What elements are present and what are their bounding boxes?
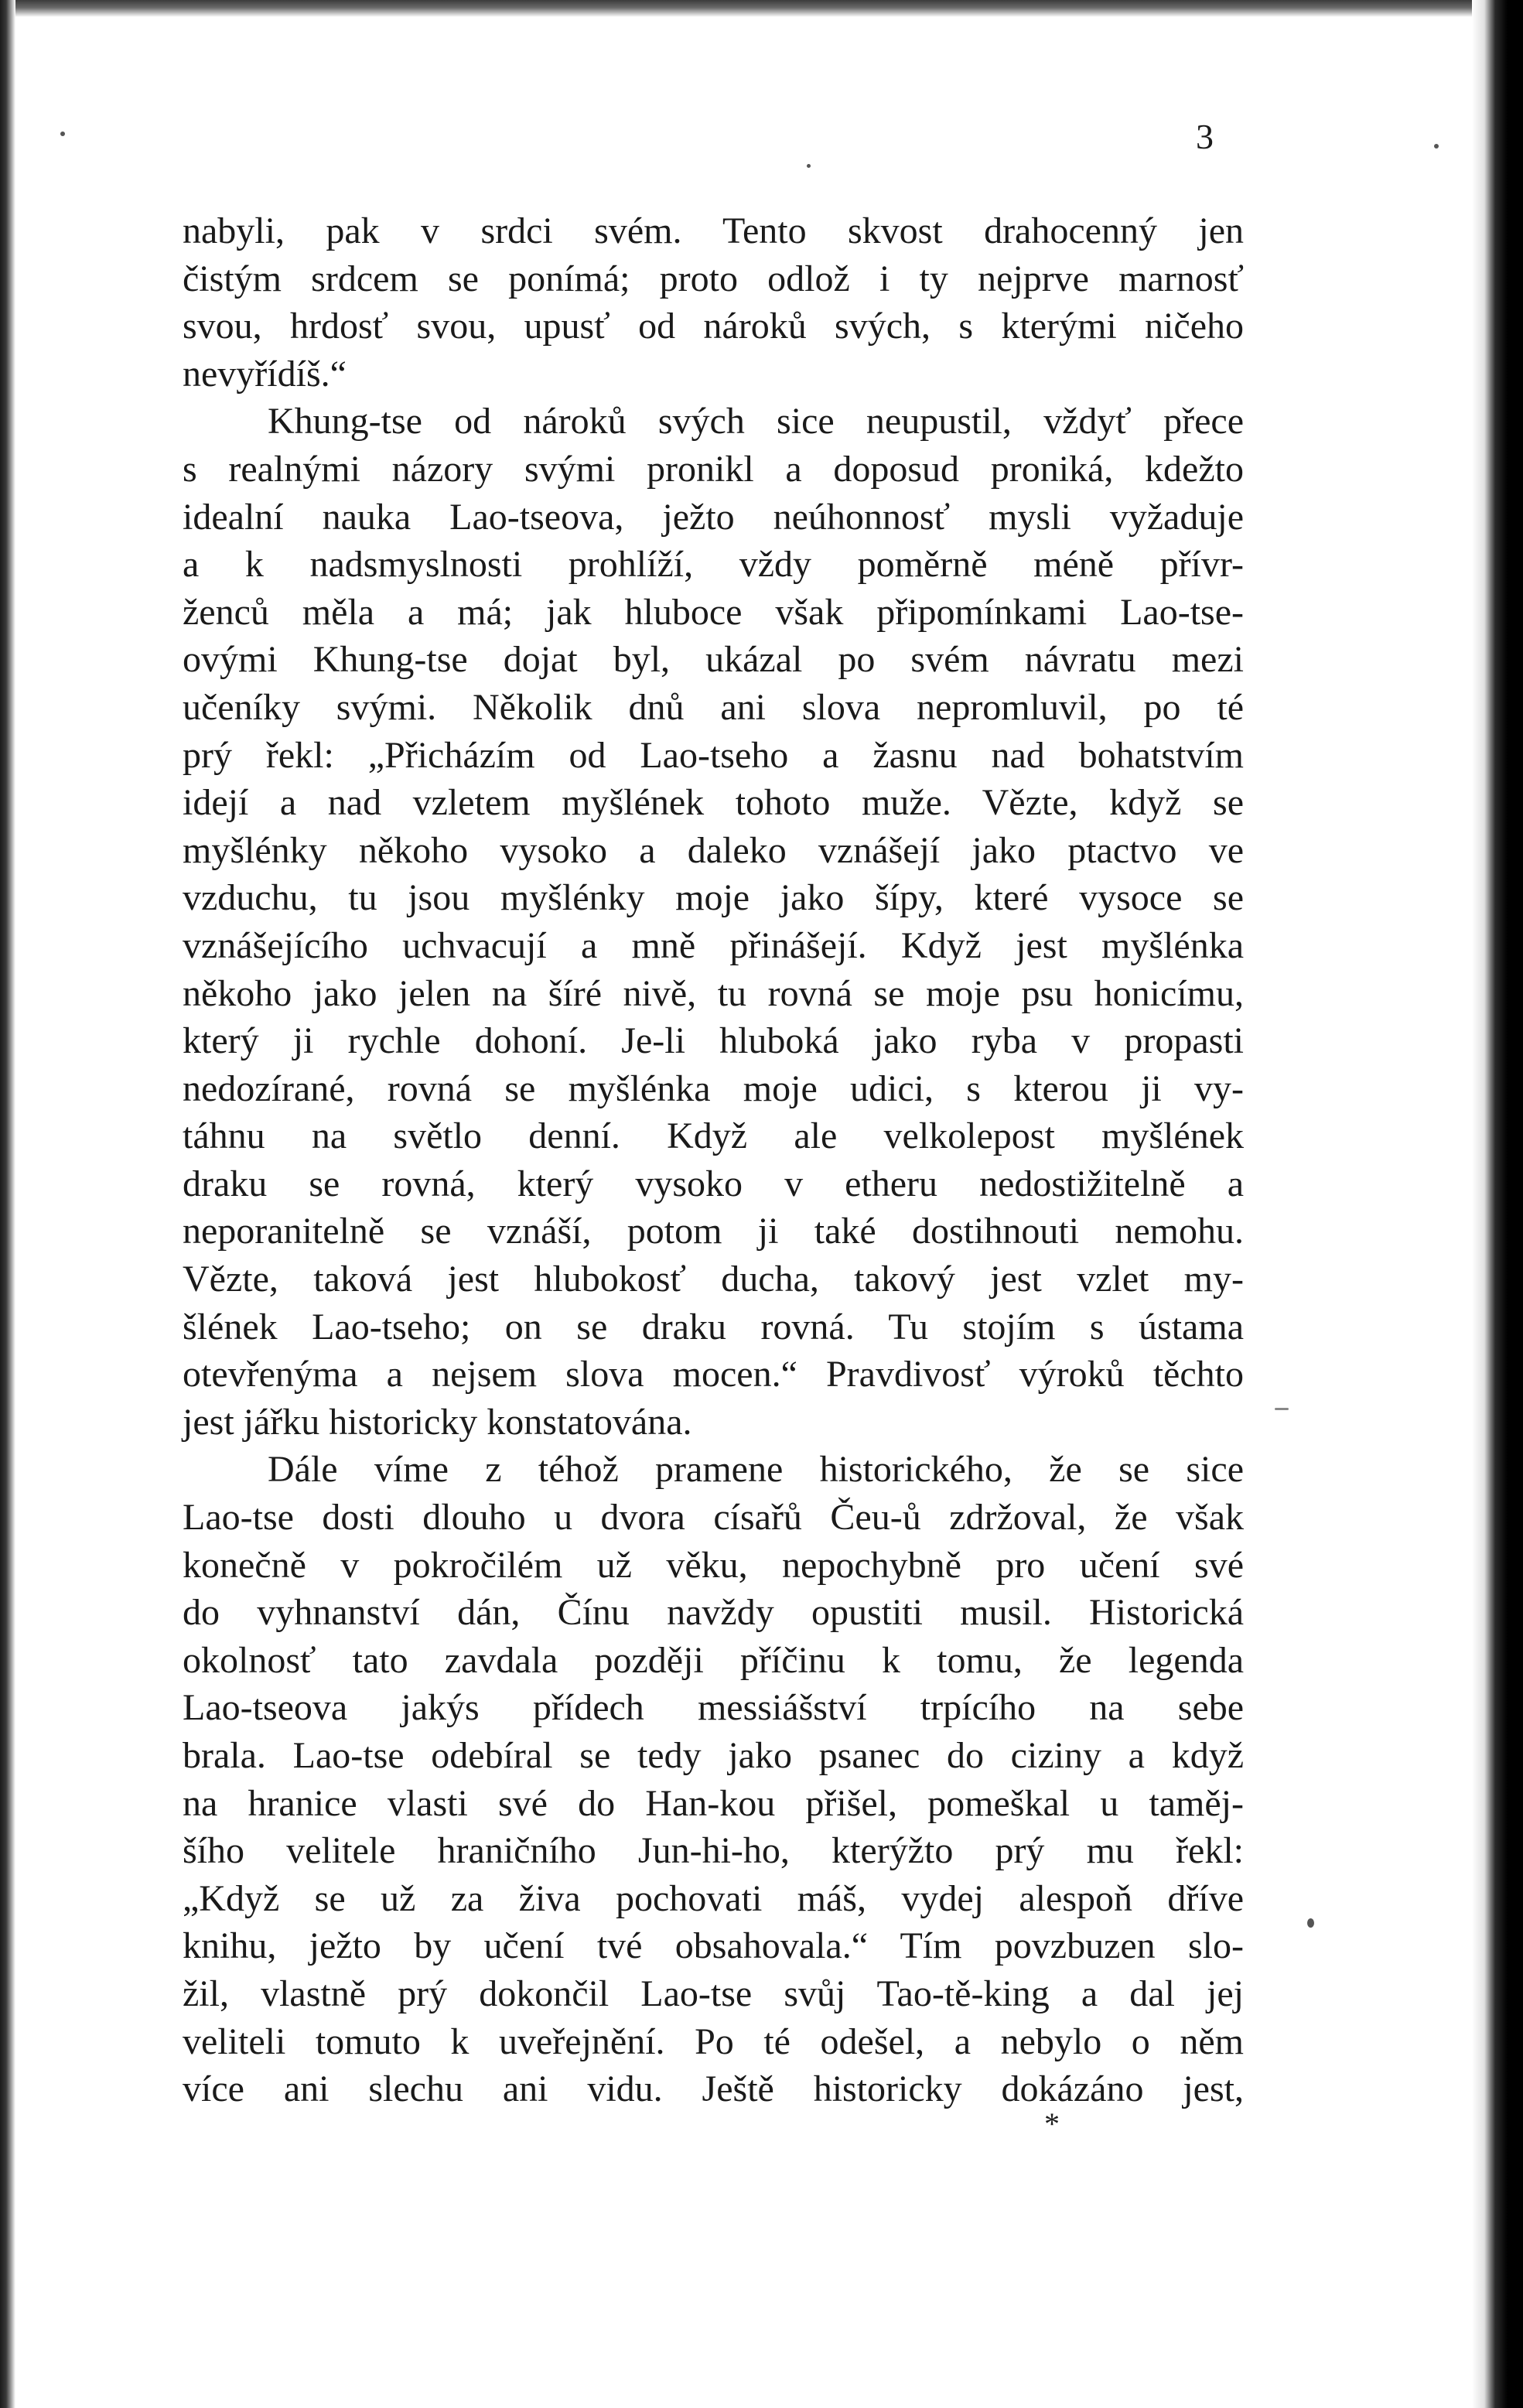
text-line: idealní nauka Lao-tseova, ježto neúhonnosť mysli vyžaduje bbox=[183, 496, 1244, 538]
text-line: na hranice vlasti své do Han-kou přišel, pomeškal u taměj- bbox=[183, 1782, 1244, 1824]
text-line: čistým srdcem se ponímá; proto odlož i ty nejprve marnosť bbox=[183, 258, 1244, 299]
body-text bbox=[183, 207, 1244, 2113]
text-line: do vyhnanství dán, Čínu navždy opustiti musil. Historická bbox=[183, 1592, 1244, 1634]
text-line: šího velitele hraničního Jun-hi-ho, kterýžto prý mu řekl: bbox=[183, 1830, 1244, 1872]
text-line: ovými Khung-tse dojat byl, ukázal po svém návratu mezi bbox=[183, 639, 1244, 681]
text-line: někoho jako jelen na šíré nivě, tu rovná se moje psu honicímu, bbox=[183, 972, 1244, 1014]
text-line: Lao-tse dosti dlouho u dvora císařů Čeu-ů zdržoval, že však bbox=[183, 1497, 1244, 1539]
text-line: vzduchu, tu jsou myšlénky moje jako šípy, které vysoce se bbox=[183, 877, 1244, 919]
text-line: prý řekl: „Přicházím od Lao-tseho a žasnu nad bohatstvím bbox=[183, 734, 1244, 776]
text-line: a k nadsmyslnosti prohlíží, vždy poměrně méně přívr- bbox=[183, 544, 1244, 586]
dust-speck bbox=[1307, 1918, 1314, 1928]
text-line: nabyli, pak v srdci svém. Tento skvost drahocenný jen bbox=[183, 210, 1244, 251]
text-line: který ji rychle dohoní. Je-li hluboká jako ryba v propasti bbox=[183, 1020, 1244, 1062]
text-line: Lao-tseova jakýs přídech messiášství trpícího na sebe bbox=[183, 1687, 1244, 1729]
text-line: brala. Lao-tse odebíral se tedy jako psanec do ciziny a když bbox=[183, 1735, 1244, 1776]
text-line: učeníky svými. Několik dnů ani slova nepromluvil, po té bbox=[183, 686, 1244, 728]
scan-edge-top bbox=[0, 0, 1523, 17]
text-line: nedozírané, rovná se myšlénka moje udici, s kterou ji vy- bbox=[183, 1067, 1244, 1109]
text-line: otevřenýma a nejsem slova mocen.“ Pravdivosť výroků těchto bbox=[183, 1354, 1244, 1395]
paragraph-start-line: Khung-tse od nároků svých sice neupustil, vždyť přece bbox=[268, 401, 1244, 442]
scan-edge-left bbox=[0, 0, 15, 2408]
text-line: draku se rovná, který vysoko v etheru nedostižitelně a bbox=[183, 1163, 1244, 1204]
signature-mark: * bbox=[1044, 2106, 1060, 2141]
dust-speck bbox=[807, 164, 811, 168]
text-line: neporanitelně se vznáší, potom ji také dostihnouti nemohu. bbox=[183, 1211, 1244, 1252]
text-line: jest jářku historicky konstatována. bbox=[183, 1401, 692, 1443]
text-line: Vězte, taková jest hlubokosť ducha, takový jest vzlet my- bbox=[183, 1259, 1244, 1300]
text-line: veliteli tomuto k uveřejnění. Po té odešel, a nebylo o něm bbox=[183, 2020, 1244, 2062]
text-line: ženců měla a má; jak hluboce však připomínkami Lao-tse- bbox=[183, 591, 1244, 633]
text-line: žil, vlastně prý dokončil Lao-tse svůj Tao-tě-king a dal jej bbox=[183, 1973, 1244, 2014]
text-line: konečně v pokročilém už věku, nepochybně pro učení své bbox=[183, 1544, 1244, 1586]
text-line: okolnosť tato zavdala později příčinu k tomu, že legenda bbox=[183, 1639, 1244, 1681]
text-line: svou, hrdosť svou, upusť od nároků svých, s kterými ničeho bbox=[183, 306, 1244, 347]
scan-edge-right bbox=[1472, 0, 1523, 2408]
page-number: 3 bbox=[1196, 117, 1214, 156]
text-line: šlének Lao-tseho; on se draku rovná. Tu stojím s ústama bbox=[183, 1306, 1244, 1347]
text-line: „Když se už za živa pochovati máš, vydej alespoň dříve bbox=[183, 1877, 1244, 1919]
text-line: myšlénky někoho vysoko a daleko vznášejí jako ptactvo ve bbox=[183, 829, 1244, 871]
text-line: více ani slechu ani vidu. Ještě historicky dokázáno jest, bbox=[183, 2068, 1244, 2110]
text-line: táhnu na světlo denní. Když ale velkolepost myšlének bbox=[183, 1115, 1244, 1157]
text-line: nevyřídíš.“ bbox=[183, 353, 347, 395]
text-line: knihu, ježto by učení tvé obsahovala.“ Tím povzbuzen slo- bbox=[183, 1925, 1244, 1967]
dust-speck bbox=[1275, 1408, 1289, 1410]
text-line: s realnými názory svými pronikl a doposud proniká, kdežto bbox=[183, 448, 1244, 490]
text-line: idejí a nad vzletem myšlének tohoto muže. Vězte, když se bbox=[183, 782, 1244, 824]
text-line: vznášejícího uchvacují a mně přinášejí. Když jest myšlénka bbox=[183, 924, 1244, 966]
dust-speck bbox=[1434, 144, 1439, 149]
paragraph-start-line: Dále víme z téhož pramene historického, že se sice bbox=[268, 1449, 1244, 1491]
dust-speck bbox=[60, 132, 65, 136]
